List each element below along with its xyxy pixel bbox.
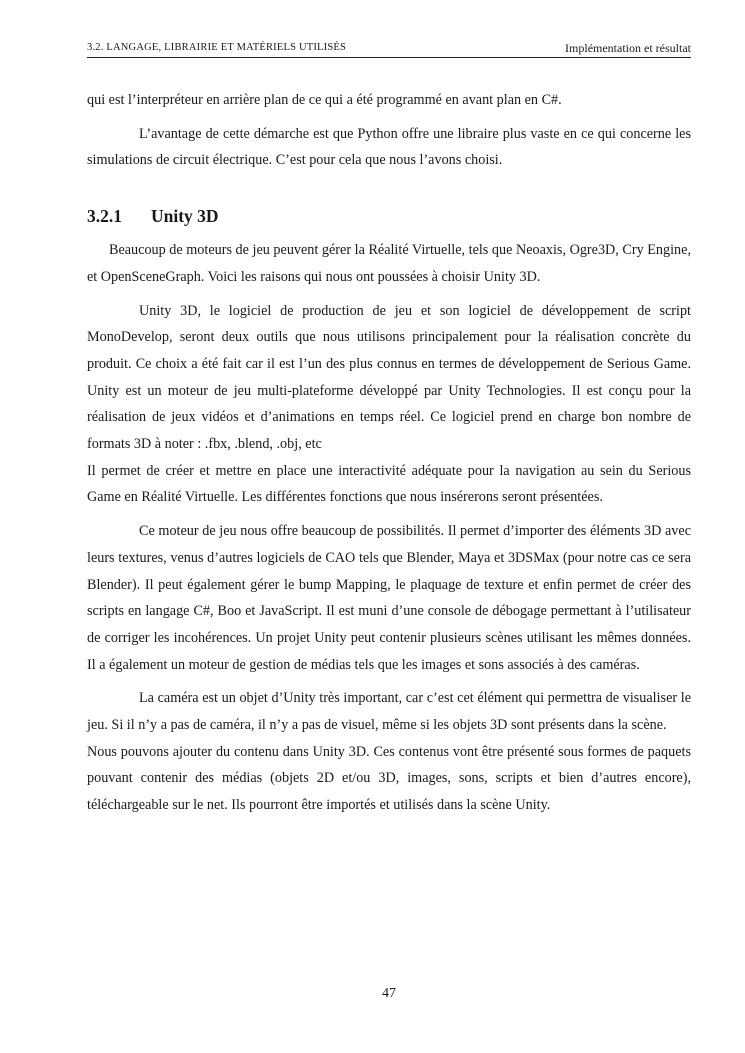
- header-chapter-label: Implémentation et résultat: [565, 41, 691, 55]
- paragraph-interactivity: Il permet de créer et mettre en place une interactivité adéquate pour la navigation au sein du Serious Game en Réalité Virtuelle. Les différentes fonctions que nous insérerons seront présentées.: [87, 462, 691, 506]
- paragraph-content-packages: Nous pouvons ajouter du contenu dans Unity 3D. Ces contenus vont être présenté sous formes de paquets pouvant contenir des médias (objets 2D et/ou 3D, images, sons, scripts et bien d’autres encore), téléchargeable sur le net. Ils pourront être importés et utilisés dans la scène Unity.: [87, 743, 691, 814]
- document-page: [87, 0, 691, 1053]
- header-section-label: 3.2. LANGAGE, LIBRAIRIE ET MATÉRIELS UTILISÉS: [87, 42, 347, 53]
- section-title: Unity 3D: [151, 206, 219, 227]
- body-text: [87, 87, 691, 819]
- section-number: 3.2.1: [87, 206, 122, 227]
- page-number: 47: [382, 986, 396, 1001]
- paragraph-possibilities: Ce moteur de jeu nous offre beaucoup de possibilités. Il permet d’importer des éléments 3D avec leurs textures, venus d’autres logiciels de CAO tels que Blender, Maya et 3DSMax (pour notre cas ce sera Blender). Il peut également gérer le bump Mapping, le plaquage de texture et enfin permet de créer des scripts en langage C#, Boo et JavaScript. Il est muni d’une console de débogage permettant à l’utilisateur de corriger les incohérences. Un projet Unity peut contenir plusieurs scènes utilisant les mêmes données. Il a également un moteur de gestion de médias tels que les images et sons associés à des caméras.: [87, 523, 691, 673]
- paragraph-python-advantage: L’avantage de cette démarche est que Python offre une libraire plus vaste en ce qui concerne les simulations de circuit électrique. C’est pour cela que nous l’avons choisi.: [87, 125, 691, 169]
- paragraph-camera: La caméra est un objet d’Unity très important, car c’est cet élément qui permettra de visualiser le jeu. Si il n’y a pas de caméra, il n’y a pas de visuel, même si les objets 3D sont présents dans la scène.: [87, 690, 691, 734]
- paragraph-unity-intro: Unity 3D, le logiciel de production de jeu et son logiciel de développement de script MonoDevelop, seront deux outils que nous utilisons principalement pour la réalisation concrète du produit. Ce choix a été fait car il est l’un des plus connus en termes de développement de Serious Game. Unity est un moteur de jeu multi-plateforme développé par Unity Technologies. Il est conçu pour la réalisation de jeux vidéos et d’animations en temps réel. Ce logiciel prend en charge bon nombre de formats 3D à noter : .fbx, .blend, .obj, etc: [87, 302, 691, 453]
- section-heading: [87, 204, 691, 228]
- paragraph-engines: Beaucoup de moteurs de jeu peuvent gérer la Réalité Virtuelle, tels que Neoaxis, Ogre3D, Cry Engine, et OpenSceneGraph. Voici les raisons qui nous ont poussées à choisir Unity 3D.: [87, 242, 691, 285]
- running-header: [87, 40, 691, 56]
- header-rule: [87, 57, 691, 58]
- paragraph-continuation: qui est l’interpréteur en arrière plan de ce qui a été programmé en avant plan en C#.: [87, 92, 562, 108]
